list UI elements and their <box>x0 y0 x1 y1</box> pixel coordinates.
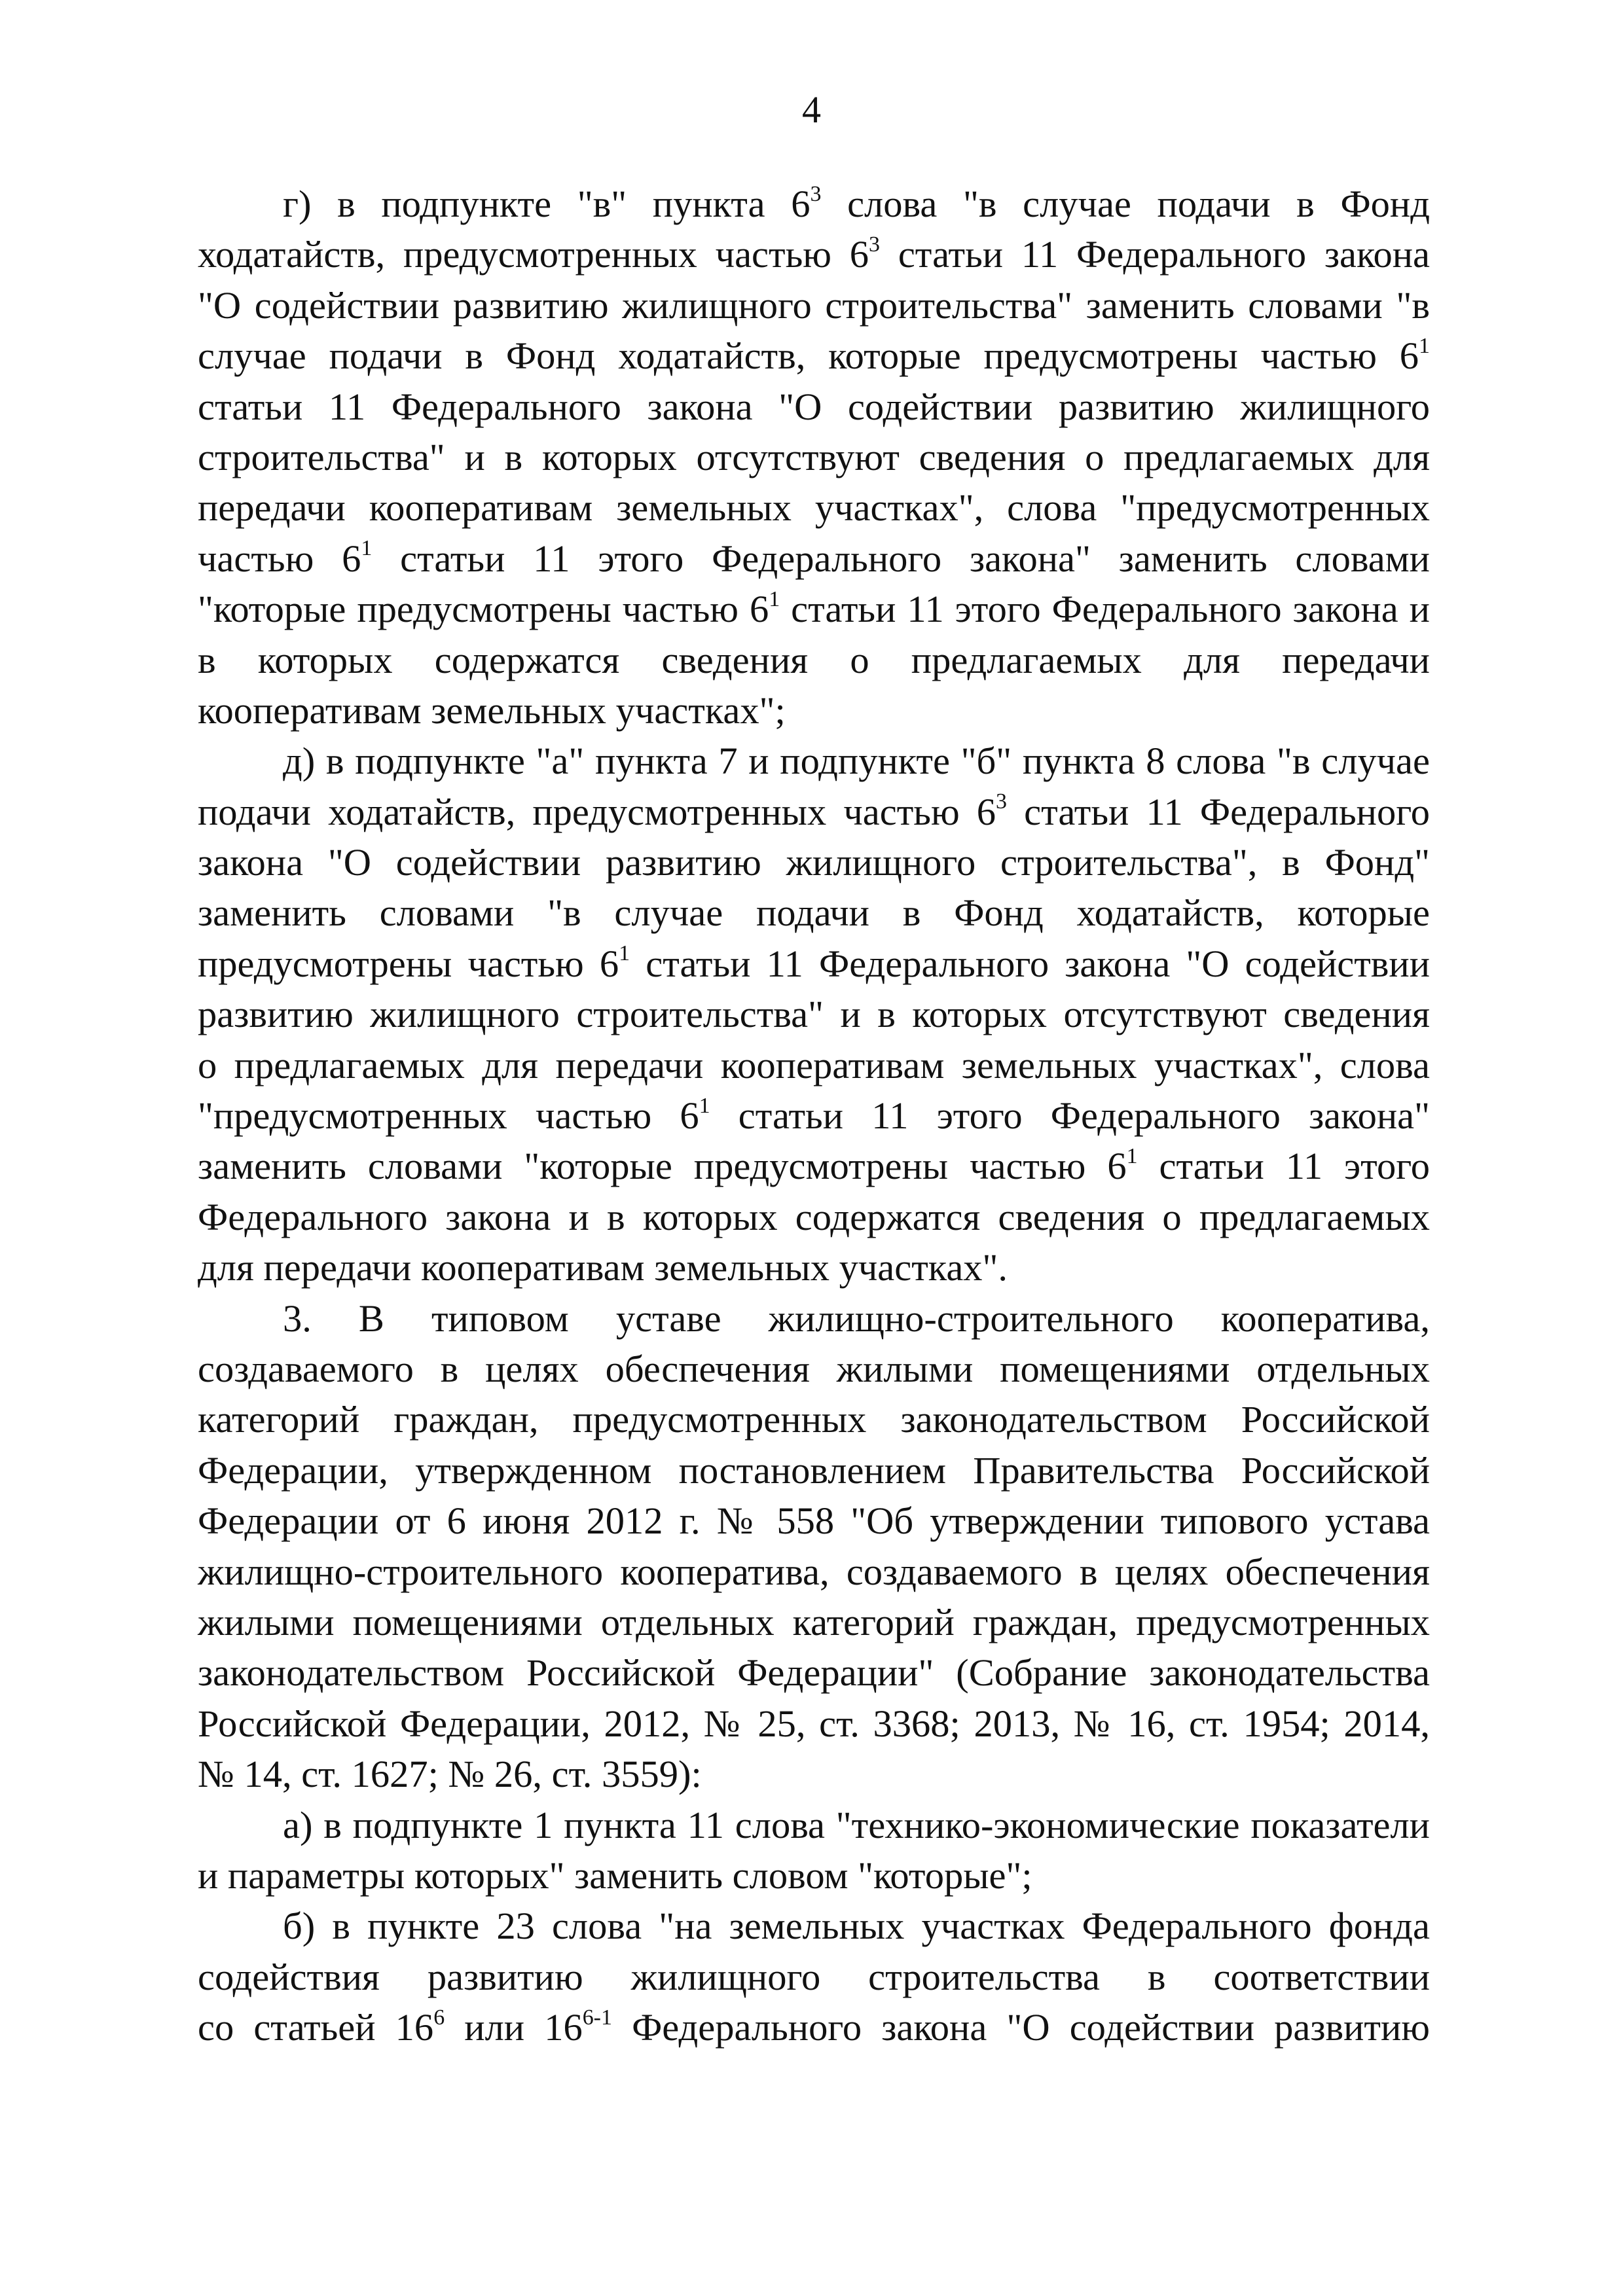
text-line: подачи ходатайств, предусмотренных частью $6^3$ статьи 11 Федерального <box>198 789 1430 833</box>
text-line: Федерации от 6 июня 2012 г. № 558 "Об утверждении типового устава <box>198 1499 1430 1543</box>
text-line: 3. В типовом уставе жилищно-строительного кооператива, <box>283 1297 1430 1340</box>
text-line: заменить словами "в случае подачи в Фонд ходатайств, которые <box>198 891 1430 935</box>
text-line: со статьей $16^6$ или 16$^{6-1}$ Федерального закона "О содействии развитию <box>198 2005 1430 2049</box>
text-line: заменить словами "которые предусмотрены частью $6^1$ статьи 11 этого <box>198 1144 1430 1188</box>
text-line: "которые предусмотрены частью $6^1$ статьи 11 этого Федерального закона и <box>198 586 1430 631</box>
text-line: жилищно-строительного кооператива, создаваемого в целях обеспечения <box>198 1550 1430 1593</box>
text-line: жилыми помещениями отдельных категорий граждан, предусмотренных <box>198 1600 1430 1643</box>
text-line: строительства" и в которых отсутствуют сведения о предлагаемых для <box>198 435 1430 478</box>
text-line: создаваемого в целях обеспечения жилыми помещениями отдельных <box>198 1347 1430 1390</box>
text-line: Федерации, утвержденном постановлением Правительства Российской <box>198 1448 1430 1492</box>
text-line: о предлагаемых для передачи кооперативам земельных участках", слова <box>198 1043 1430 1086</box>
text-line: Федерального закона и в которых содержатся сведения о предлагаемых <box>198 1195 1430 1238</box>
text-line: категорий граждан, предусмотренных законодательством Российской <box>198 1398 1430 1441</box>
text-line: кооперативам земельных участках"; <box>198 689 786 732</box>
text-line: д) в подпункте "а" пункта 7 и подпункте "б" пункта 8 слова "в случае <box>283 740 1430 783</box>
text-line: передачи кооперативам земельных участках", слова "предусмотренных <box>198 486 1430 529</box>
text-line: законодательством Российской Федерации" (Собрание законодательства <box>198 1651 1430 1695</box>
text-line: ходатайств, предусмотренных частью $6^3$ статьи 11 Федерального закона <box>198 232 1430 276</box>
text-line: для передачи кооперативам земельных участках". <box>198 1246 1008 1289</box>
text-line: случае подачи в Фонд ходатайств, которые предусмотрены частью $6^1$ <box>198 333 1430 378</box>
text-line: Российской Федерации, 2012, № 25, ст. 3368; 2013, № 16, ст. 1954; 2014, <box>198 1702 1430 1745</box>
text-line: содействия развитию жилищного строительства в соответствии <box>198 1955 1430 1998</box>
page-number: 4 <box>802 88 821 131</box>
text-line: и параметры которых" заменить словом "которые"; <box>198 1854 1032 1897</box>
text-line: предусмотрены частью $6^1$ статьи 11 Федерального закона "О содействии <box>198 941 1431 985</box>
text-line: развитию жилищного строительства" и в которых отсутствуют сведения <box>198 993 1430 1036</box>
text-line: "предусмотренных частью $6^1$ статьи 11 этого Федерального закона" <box>198 1093 1430 1138</box>
text-line: № 14, ст. 1627; № 26, ст. 3559): <box>198 1753 702 1796</box>
text-line: частью $6^1$ статьи 11 этого Федерального закона" заменить словами <box>198 536 1430 580</box>
text-line: статьи 11 Федерального закона "О содействии развитию жилищного <box>198 385 1430 428</box>
text-line: "О содействии развитию жилищного строительства" заменить словами "в <box>198 283 1430 327</box>
text-line: в которых содержатся сведения о предлагаемых для передачи <box>198 638 1430 681</box>
document-body <box>198 179 1430 2053</box>
text-line: а) в подпункте 1 пункта 11 слова "технико-экономические показатели <box>283 1803 1430 1846</box>
text-line: г) в подпункте "в" пункта $6^3$ слова "в случае подачи в Фонд <box>283 181 1430 225</box>
text-line: закона "О содействии развитию жилищного строительства", в Фонд" <box>198 841 1430 884</box>
text-line: б) в пункте 23 слова "на земельных участках Федерального фонда <box>283 1905 1430 1948</box>
